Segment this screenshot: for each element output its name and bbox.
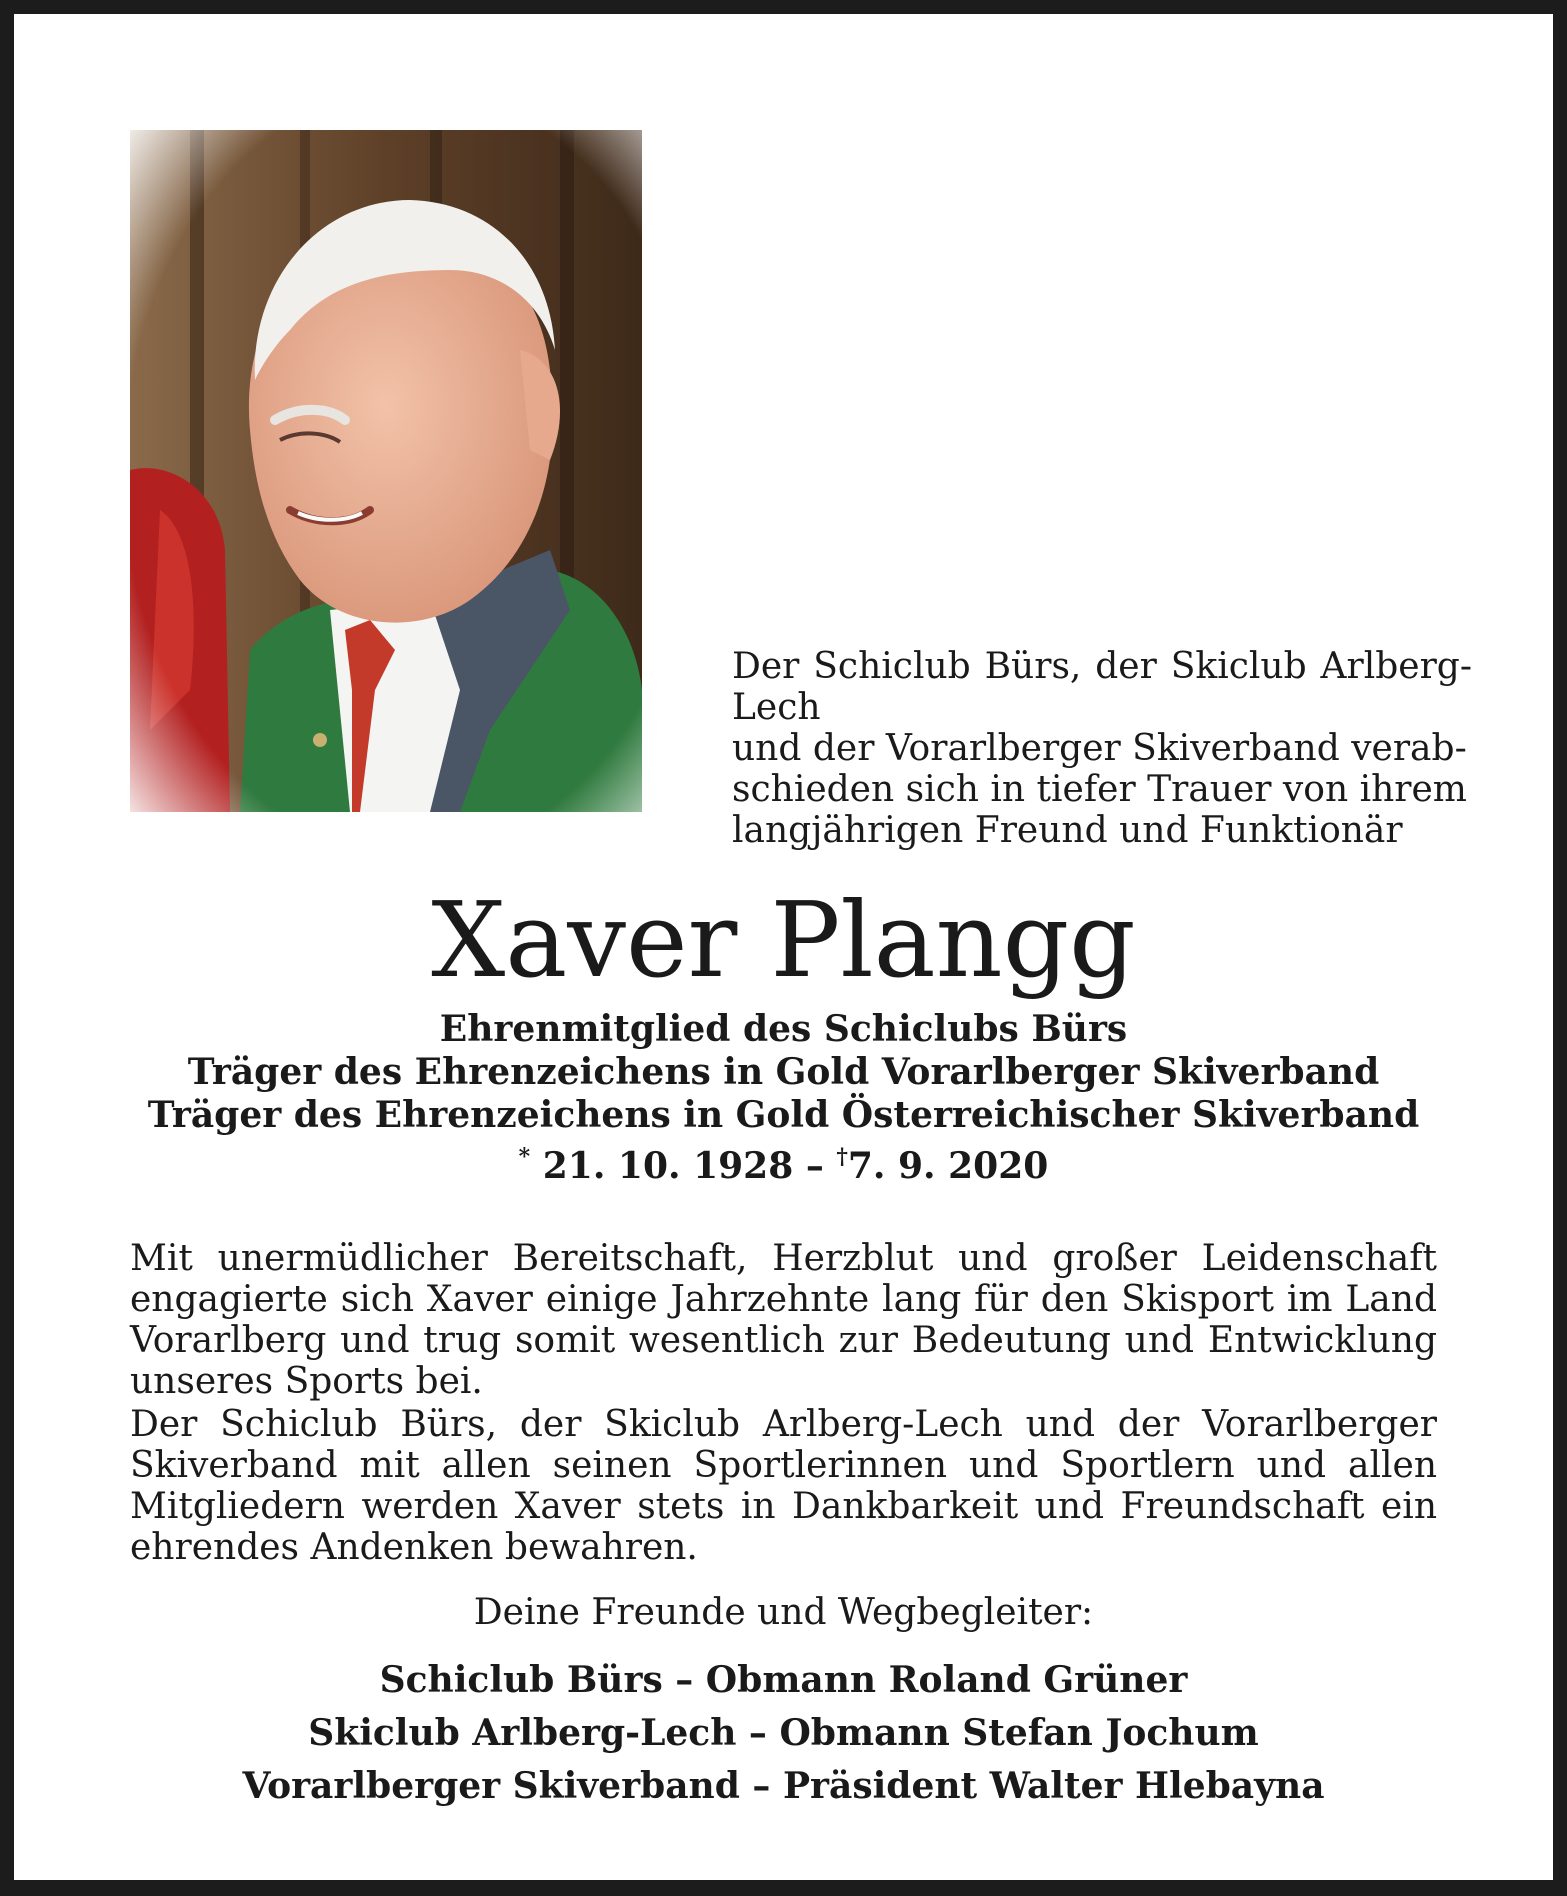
deceased-name: Xaver Plangg xyxy=(431,879,1136,1001)
intro-line: langjährigen Freund und Funktionär xyxy=(732,810,1403,851)
date-separator: – xyxy=(805,1145,824,1187)
life-dates xyxy=(0,1136,1567,1188)
intro-line: schieden sich in tiefer Trauer von ihrem xyxy=(732,769,1467,810)
intro-line: Der Schiclub Bürs, der Skiclub Arlberg-Lech xyxy=(732,646,1472,728)
tribute-paragraph: Mit unermüdlicher Bereitschaft, Herzblut und großer Leidenschaft engagierte sich Xaver einige Jahrzehnte lang für den Skisport im Land Vorarlberg und trug somit wesentlich zur Bedeutung und Entwicklung unseres Sports bei. xyxy=(130,1238,1437,1402)
honor-line: Träger des Ehrenzeichens in Gold Vorarlberger Skiverband xyxy=(187,1051,1380,1093)
portrait-photo xyxy=(130,130,642,812)
signer-line: Schiclub Bürs – Obmann Roland Grüner xyxy=(379,1659,1188,1701)
death-date: 7. 9. 2020 xyxy=(847,1145,1049,1187)
intro-text xyxy=(732,646,1472,851)
honor-line: Träger des Ehrenzeichens in Gold Österreichischer Skiverband xyxy=(147,1094,1420,1136)
signer-line: Skiclub Arlberg-Lech – Obmann Stefan Jochum xyxy=(308,1712,1259,1754)
honors-list xyxy=(0,1008,1567,1137)
birth-date: 21. 10. 1928 xyxy=(542,1145,794,1187)
signers-list xyxy=(0,1654,1567,1813)
signer-line: Vorarlberger Skiverband – Präsident Walter Hlebayna xyxy=(242,1765,1325,1807)
honor-line: Ehrenmitglied des Schiclubs Bürs xyxy=(439,1008,1128,1050)
closing-line: Deine Freunde und Wegbegleiter: xyxy=(473,1592,1094,1633)
farewell-paragraph: Der Schiclub Bürs, der Skiclub Arlberg-Lech und der Vorarlberger Skiverband mit allen seinen Sportlerinnen und Sportlern und allen Mitgliedern werden Xaver stets in Dankbarkeit und Freundschaft ein ehrendes Andenken bewahren. xyxy=(130,1404,1437,1568)
intro-line: und der Vorarlberger Skiverband verab- xyxy=(732,728,1467,769)
death-symbol: † xyxy=(836,1144,848,1170)
birth-symbol: * xyxy=(518,1144,531,1170)
